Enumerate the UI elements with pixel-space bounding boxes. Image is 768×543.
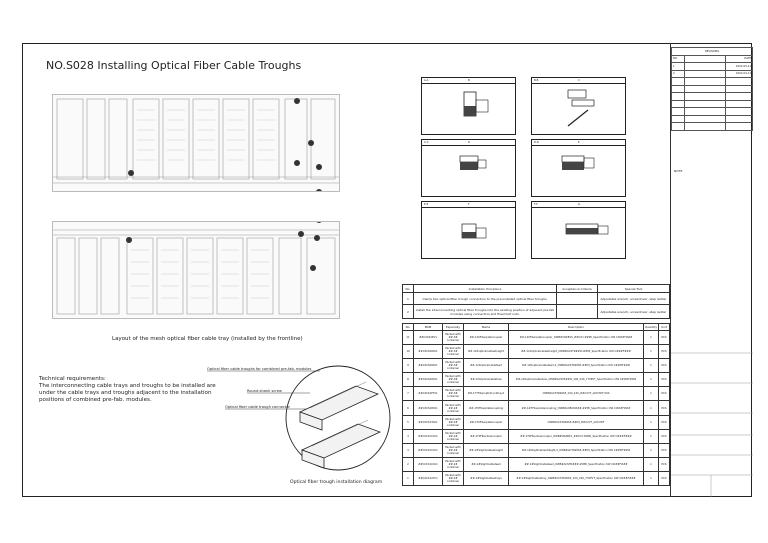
bom-cell-no: 7 <box>403 387 414 401</box>
drawing-title: NO.S028 Installing Optical Fiber Cable Troughs <box>46 59 302 72</box>
bom-row <box>403 331 670 345</box>
bom-row <box>403 429 670 443</box>
bom-cell-no: 3 <box>403 443 414 457</box>
bom-cell-bom: ##CXCS2PAV1 <box>414 345 443 359</box>
inst-header-tool: Special Tool <box>598 285 670 293</box>
bom-row <box>403 401 670 415</box>
bom-cell-bom: ##CXCS1TAV1 <box>414 415 443 429</box>
bom-cell-unit: PCS <box>659 415 670 429</box>
bom-cell-especially: Packed with ##-2# container <box>443 429 464 443</box>
bom-cell-quantity: 1 <box>644 471 659 485</box>
bom-cell-unit: PCS <box>659 429 670 443</box>
inst-row-no: 1 <box>403 293 414 305</box>
bom-cell-bom: ##CXCS2PTV1 <box>414 387 443 401</box>
rev-header-date: DATE <box>726 55 753 63</box>
detail-view-3: C-C D <box>421 139 516 197</box>
bom-cell-bom: ##CXCS1CAV1 <box>414 457 443 471</box>
detail-view-5: E-E F <box>421 201 516 259</box>
inst-row-tool: Adjustable wrench, screwdriver, step ladder <box>598 305 670 319</box>
bom-row <box>403 443 670 457</box>
inst-row-criteria <box>557 305 598 319</box>
bom-cell-name: ##-120opticalcablebow <box>464 373 509 387</box>
plan-lower-drawing <box>53 222 339 318</box>
bom-cell-no: 5 <box>403 415 414 429</box>
callout-screw: Round-shank screw <box>247 389 282 393</box>
bom-cell-no: 4 <box>403 429 414 443</box>
bom-cell-description: OWB#ACSTR###_100_240_##CXVT_A00 PDF 000 <box>509 387 644 401</box>
bom-cell-no: 10 <box>403 345 414 359</box>
bom-cell-unit: PCS <box>659 471 670 485</box>
rev-header-no: NO. <box>672 55 685 63</box>
bom-header-bom: BOM <box>414 324 443 331</box>
inst-row-procedure: Clamp two optical fiber trough connectors to the pre-installed optical fiber troughs. <box>414 293 557 305</box>
bom-cell-description: ##-1#7Fiberplatecoupling_OWB#ACBCR###-##MI_Specification OW C###F### <box>509 401 644 415</box>
bom-cell-quantity: 1 <box>644 429 659 443</box>
inst-row-no: 2 <box>403 305 414 319</box>
note-label: NOTE <box>674 169 683 173</box>
installation-procedure-table <box>402 284 670 319</box>
bom-cell-description: ##-1#Slightcablestray_OWB#ACSTR###_100_240_770PVT_Specification OW C###F### <box>509 471 644 485</box>
bom-cell-no: 2 <box>403 457 414 471</box>
bom-cell-bom: ##CXCS2PV1 <box>414 331 443 345</box>
bom-cell-quantity: 1 <box>644 359 659 373</box>
bom-cell-quantity: 1 <box>644 415 659 429</box>
bom-row <box>403 345 670 359</box>
bom-cell-description: OWB#ACSTR###-##MI_##CXVT_A00 PDF <box>509 415 644 429</box>
bom-cell-unit: PCS <box>659 443 670 457</box>
bom-row <box>403 415 670 429</box>
bom-cell-quantity: 1 <box>644 345 659 359</box>
bom-cell-no: 6 <box>403 401 414 415</box>
bom-cell-especially: Packed with ##-2# container <box>443 457 464 471</box>
bom-cell-description: ##-1#Slightcableteed_OWB#ACSTR###-##MI_Specification OW C###F### <box>509 457 644 471</box>
bom-cell-especially: Packed with ##-3# container <box>443 387 464 401</box>
inst-row-tool: Adjustable wrench, screwdriver, step ladder <box>598 293 670 305</box>
bom-header-unit: Unit <box>659 324 670 331</box>
plan-upper <box>52 94 340 192</box>
bom-cell-bom: ##CXCS1CAV1 <box>414 429 443 443</box>
bom-cell-especially: Packed with ##-2# container <box>443 415 464 429</box>
bom-header-name: Name <box>464 324 509 331</box>
bom-cell-unit: PCS <box>659 401 670 415</box>
bom-header-no: No. <box>403 324 414 331</box>
bom-cell-quantity: 1 <box>644 331 659 345</box>
bom-cell-name: ##-1T7Fiberoptictrunktray1 <box>464 387 509 401</box>
bom-cell-especially: Packed with ##-3# container <box>443 331 464 345</box>
title-block-lines <box>671 43 753 497</box>
bom-cell-unit: PCS <box>659 331 670 345</box>
plan-lower <box>52 221 340 319</box>
bom-cell-unit: PCS <box>659 387 670 401</box>
bom-cell-name: ##-1#Slightcablestrays <box>464 471 509 485</box>
bom-row <box>403 359 670 373</box>
bom-cell-name: ##-120Fiberplatecoupler <box>464 331 509 345</box>
bom-cell-quantity: 1 <box>644 401 659 415</box>
rev-row-date: 2022-03-11 <box>726 63 753 71</box>
diagram-caption: Optical fiber trough installation diagram <box>290 480 383 485</box>
bom-row <box>403 387 670 401</box>
tech-heading: Technical requirements: <box>39 376 106 382</box>
rev-row-no: 1 <box>672 63 685 71</box>
inst-row-procedure: Install the interconnecting optical fiber troughs into the existing position of adjacent pre-fab modules using connectors and fixed bolt nuts. <box>414 305 557 319</box>
bom-cell-name: ##-1#Slightcableteed <box>464 457 509 471</box>
bom-cell-description: ##-1#Slightcablestraight-2_OWB#ACTR###-##MI_Specification OW C###F### <box>509 443 644 457</box>
installation-diagram <box>180 360 400 480</box>
bom-cell-name: ##-120opticalcableteed <box>464 359 509 373</box>
bom-cell-unit: PCS <box>659 345 670 359</box>
bom-cell-description: ##-120opticalcablebow_OWB#ACSTR###_100_240_770PVT_Specification OW C###F### <box>509 373 644 387</box>
bom-cell-quantity: 1 <box>644 457 659 471</box>
revisions-title: REVISIONS <box>672 48 753 56</box>
bom-header-description: Description <box>509 324 644 331</box>
bom-cell-especially: Packed with ##-3# container <box>443 345 464 359</box>
plan-caption: Layout of the mesh optical fiber cable tray (installed by the frontline) <box>112 336 303 342</box>
bom-cell-no: 11 <box>403 331 414 345</box>
detail-view-4: D-D E <box>531 139 626 197</box>
bom-table <box>402 323 670 486</box>
bom-cell-name: ##-120opticalcablestraight <box>464 345 509 359</box>
bom-cell-bom: ##CXCS2PAV1 <box>414 359 443 373</box>
rev-row-no: 2 <box>672 70 685 78</box>
bom-cell-especially: Packed with ##-2# container <box>443 443 464 457</box>
rev-row-date: 2022-04-11 <box>726 70 753 78</box>
detail-view-1: A-A B <box>421 77 516 135</box>
bom-cell-name: ##-1T0Fiberplatecoupler <box>464 415 509 429</box>
bom-row <box>403 471 670 485</box>
bom-cell-no: 8 <box>403 373 414 387</box>
bom-row <box>403 373 670 387</box>
bom-cell-quantity: 1 <box>644 443 659 457</box>
detail-view-6: F-F G <box>531 201 626 259</box>
bom-cell-quantity: 1 <box>644 373 659 387</box>
bom-cell-bom: ##CXCS1PAV1 <box>414 401 443 415</box>
bom-cell-description: ##-1T0Fiberbowcoupler_OWB#CRZB15_##CO=##MI_Specification OW C###F### <box>509 429 644 443</box>
bom-cell-unit: PCS <box>659 373 670 387</box>
bom-header-quantity: Quantity <box>644 325 658 329</box>
bom-cell-unit: PCS <box>659 359 670 373</box>
bom-cell-bom: ##CXCS1ATV1 <box>414 471 443 485</box>
bom-cell-especially: Packed with ##-3# container <box>443 373 464 387</box>
bom-cell-especially: Packed with ##-2# container <box>443 471 464 485</box>
bom-cell-name: ##-1#Slightcablestraight <box>464 443 509 457</box>
bom-cell-quantity: 1 <box>644 387 659 401</box>
inst-header-procedure: Installation Procedure <box>414 285 557 293</box>
revision-panel <box>670 43 752 497</box>
inst-header-criteria: Acceptance Criteria <box>557 285 598 293</box>
bom-cell-unit: PCS <box>659 457 670 471</box>
bom-row <box>403 457 670 471</box>
inst-row-criteria <box>557 293 598 305</box>
bom-cell-especially: Packed with ##-3# container <box>443 359 464 373</box>
bom-cell-name: ##-1T0Fiberbowcoupler <box>464 429 509 443</box>
bom-cell-bom: ##CXCS1CAV1 <box>414 443 443 457</box>
tech-body: The interconnecting cable trays and troughs to be installed are under the cable trays and troughs adjacent to the installation positions of combined pre-fab. modules. <box>39 383 216 403</box>
callout-troughs: Optical fiber cable troughs for combined pre-fab. modules <box>207 367 312 371</box>
plan-upper-drawing <box>53 95 339 191</box>
bom-header-especially: Especially <box>443 324 464 331</box>
bom-cell-description: ##-120opticalcableteed-2_OWB#ACSTR###-##MI_Specification OW C###F### <box>509 359 644 373</box>
bom-cell-description: ##-120Fiberplatecoupler_OWB#CRZB15_##CO=##MI_Specification OW C###F### <box>509 331 644 345</box>
bom-cell-no: 1 <box>403 471 414 485</box>
bom-cell-no: 9 <box>403 359 414 373</box>
bom-cell-bom: ##CXCS2PAV1 <box>414 373 443 387</box>
inst-header-no: No. <box>403 285 414 293</box>
bom-cell-especially: Packed with ##-2# container <box>443 401 464 415</box>
detail-view-2: B-B C <box>531 77 626 135</box>
bom-cell-name: ##-1T0Fiberplatecoupling <box>464 401 509 415</box>
callout-connector: Optical fiber cable trough connector <box>225 405 291 409</box>
bom-cell-description: ##-120opticalcablestraight_OWB#ACSTR###-##MI_Specification OW C###F### <box>509 345 644 359</box>
